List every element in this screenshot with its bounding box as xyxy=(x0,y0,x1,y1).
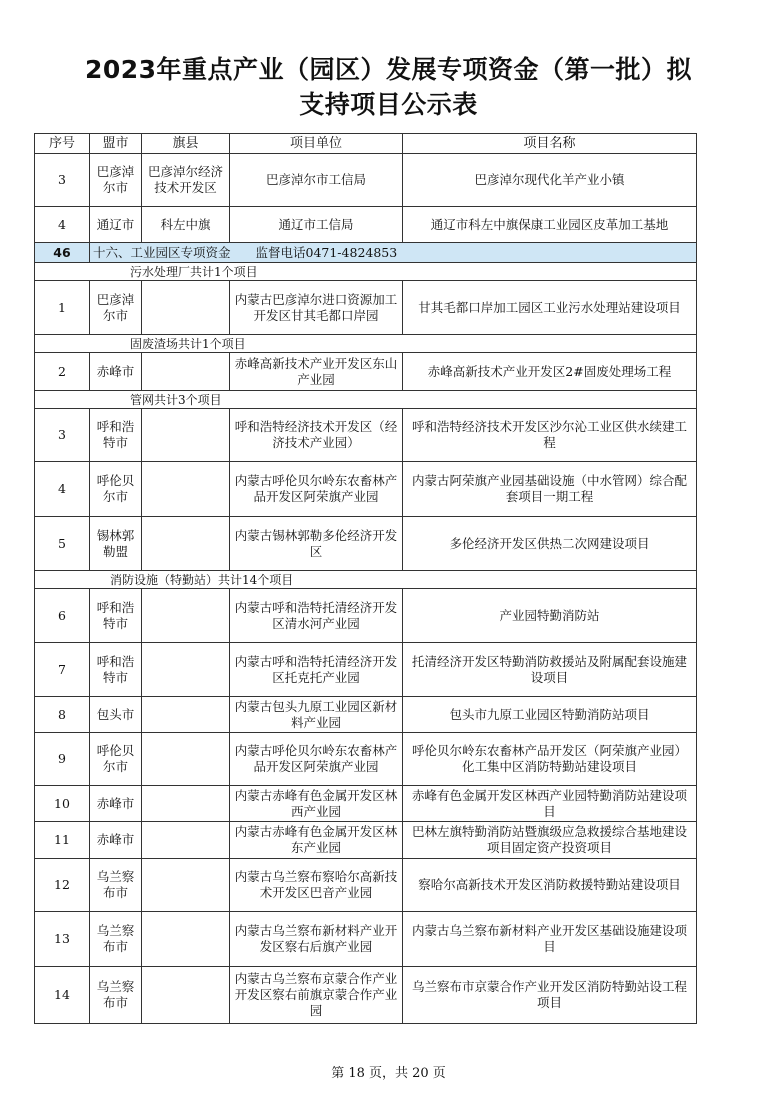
cell-city: 赤峰市 xyxy=(90,822,142,859)
cell-no: 3 xyxy=(35,409,90,462)
cell-project: 呼和浩特经济技术开发区沙尔沁工业区供水续建工程 xyxy=(403,409,697,462)
cell-county xyxy=(142,589,230,643)
cell-unit: 内蒙古呼伦贝尔岭东农畜林产品开发区阿荣旗产业园 xyxy=(230,733,403,786)
cell-project: 内蒙古阿荣旗产业园基础设施（中水管网）综合配套项目一期工程 xyxy=(403,462,697,517)
cell-unit: 内蒙古赤峰有色金属开发区林东产业园 xyxy=(230,822,403,859)
cell-no: 1 xyxy=(35,281,90,335)
cell-no: 5 xyxy=(35,517,90,571)
group-label: 管网共计3个项目 xyxy=(35,391,697,409)
cell-project: 察哈尔高新技术开发区消防救援特勤站建设项目 xyxy=(403,859,697,912)
cell-county xyxy=(142,353,230,391)
cell-unit: 内蒙古呼和浩特托清经济开发区托克托产业园 xyxy=(230,643,403,697)
table-row xyxy=(35,207,697,243)
table-row xyxy=(35,281,697,335)
header-city: 盟市 xyxy=(90,134,142,154)
cell-no: 14 xyxy=(35,967,90,1024)
cell-city: 呼伦贝尔市 xyxy=(90,733,142,786)
table-row xyxy=(35,154,697,207)
cell-project: 托清经济开发区特勤消防救援站及附属配套设施建设项目 xyxy=(403,643,697,697)
cell-city: 巴彦淖尔市 xyxy=(90,154,142,207)
table-row xyxy=(35,409,697,462)
cell-unit: 赤峰高新技术产业开发区东山产业园 xyxy=(230,353,403,391)
cell-city: 呼和浩特市 xyxy=(90,409,142,462)
cell-project: 巴彦淖尔现代化羊产业小镇 xyxy=(403,154,697,207)
cell-city: 巴彦淖尔市 xyxy=(90,281,142,335)
cell-no: 10 xyxy=(35,786,90,822)
cell-unit: 内蒙古赤峰有色金属开发区林西产业园 xyxy=(230,786,403,822)
cell-county: 科左中旗 xyxy=(142,207,230,243)
cell-no: 12 xyxy=(35,859,90,912)
cell-unit: 内蒙古呼伦贝尔岭东农畜林产品开发区阿荣旗产业园 xyxy=(230,462,403,517)
cell-county xyxy=(142,859,230,912)
cell-county xyxy=(142,733,230,786)
cell-unit: 内蒙古锡林郭勒多伦经济开发区 xyxy=(230,517,403,571)
cell-project: 乌兰察布市京蒙合作产业开发区消防特勤站设工程项目 xyxy=(403,967,697,1024)
cell-county xyxy=(142,517,230,571)
table-row xyxy=(35,733,697,786)
section-number: 46 xyxy=(35,243,90,263)
table-row xyxy=(35,589,697,643)
cell-project: 包头市九原工业园区特勤消防站项目 xyxy=(403,697,697,733)
table-row xyxy=(35,786,697,822)
header-unit: 项目单位 xyxy=(230,134,403,154)
cell-city: 锡林郭勒盟 xyxy=(90,517,142,571)
cell-unit: 内蒙古呼和浩特托清经济开发区清水河产业园 xyxy=(230,589,403,643)
cell-no: 4 xyxy=(35,462,90,517)
group-label: 消防设施（特勤站）共计14个项目 xyxy=(35,571,697,589)
cell-no: 6 xyxy=(35,589,90,643)
table-row xyxy=(35,462,697,517)
header-project: 项目名称 xyxy=(403,134,697,154)
cell-no: 13 xyxy=(35,912,90,967)
cell-unit: 内蒙古乌兰察布新材料产业开发区察右后旗产业园 xyxy=(230,912,403,967)
group-label: 固废渣场共计1个项目 xyxy=(35,335,697,353)
cell-no: 4 xyxy=(35,207,90,243)
cell-project: 多伦经济开发区供热二次网建设项目 xyxy=(403,517,697,571)
cell-county xyxy=(142,912,230,967)
cell-unit: 内蒙古包头九原工业园区新材料产业园 xyxy=(230,697,403,733)
table-row xyxy=(35,643,697,697)
section-row xyxy=(35,243,697,263)
cell-county xyxy=(142,643,230,697)
cell-no: 7 xyxy=(35,643,90,697)
cell-project: 产业园特勤消防站 xyxy=(403,589,697,643)
cell-unit: 内蒙古乌兰察布察哈尔高新技术开发区巴音产业园 xyxy=(230,859,403,912)
cell-unit: 通辽市工信局 xyxy=(230,207,403,243)
cell-county xyxy=(142,409,230,462)
cell-project: 通辽市科左中旗保康工业园区皮革加工基地 xyxy=(403,207,697,243)
cell-no: 8 xyxy=(35,697,90,733)
group-row xyxy=(35,263,697,281)
cell-unit: 巴彦淖尔市工信局 xyxy=(230,154,403,207)
cell-county xyxy=(142,967,230,1024)
header-county: 旗县 xyxy=(142,134,230,154)
cell-county xyxy=(142,697,230,733)
header-no: 序号 xyxy=(35,134,90,154)
group-row xyxy=(35,391,697,409)
table-row xyxy=(35,967,697,1024)
table-row xyxy=(35,517,697,571)
cell-city: 通辽市 xyxy=(90,207,142,243)
cell-project: 内蒙古乌兰察布新材料产业开发区基础设施建设项目 xyxy=(403,912,697,967)
cell-unit: 呼和浩特经济技术开发区（经济技术产业园） xyxy=(230,409,403,462)
cell-county xyxy=(142,786,230,822)
cell-no: 3 xyxy=(35,154,90,207)
group-row xyxy=(35,335,697,353)
cell-city: 乌兰察布市 xyxy=(90,859,142,912)
table-row xyxy=(35,822,697,859)
cell-project: 巴林左旗特勤消防站暨旗级应急救援综合基地建设项目固定资产投资项目 xyxy=(403,822,697,859)
cell-city: 赤峰市 xyxy=(90,786,142,822)
table-row xyxy=(35,859,697,912)
table-row xyxy=(35,697,697,733)
cell-no: 9 xyxy=(35,733,90,786)
cell-city: 包头市 xyxy=(90,697,142,733)
cell-city: 呼伦贝尔市 xyxy=(90,462,142,517)
cell-city: 呼和浩特市 xyxy=(90,643,142,697)
section-title: 十六、工业园区专项资金 监督电话0471-4824853 xyxy=(90,243,697,263)
table-row xyxy=(35,353,697,391)
title-line-1: 2023年重点产业（园区）发展专项资金（第一批）拟 xyxy=(84,55,693,84)
cell-no: 2 xyxy=(35,353,90,391)
cell-city: 呼和浩特市 xyxy=(90,589,142,643)
cell-unit: 内蒙古乌兰察布京蒙合作产业开发区察右前旗京蒙合作产业园 xyxy=(230,967,403,1024)
cell-project: 赤峰高新技术产业开发区2#固废处理场工程 xyxy=(403,353,697,391)
group-row xyxy=(35,571,697,589)
cell-county xyxy=(142,281,230,335)
cell-city: 乌兰察布市 xyxy=(90,967,142,1024)
table-header-row xyxy=(35,134,697,154)
cell-no: 11 xyxy=(35,822,90,859)
page-title xyxy=(0,52,777,122)
cell-county xyxy=(142,822,230,859)
cell-county xyxy=(142,462,230,517)
page-number-footer: 第 18 页，共 20 页 xyxy=(331,1066,446,1081)
cell-city: 赤峰市 xyxy=(90,353,142,391)
group-label: 污水处理厂共计1个项目 xyxy=(35,263,697,281)
cell-unit: 内蒙古巴彦淖尔进口资源加工开发区甘其毛都口岸园 xyxy=(230,281,403,335)
cell-city: 乌兰察布市 xyxy=(90,912,142,967)
cell-project: 呼伦贝尔岭东农畜林产品开发区（阿荣旗产业园）化工集中区消防特勤站建设项目 xyxy=(403,733,697,786)
table-row xyxy=(35,912,697,967)
cell-project: 赤峰有色金属开发区林西产业园特勤消防站建设项目 xyxy=(403,786,697,822)
projects-table xyxy=(34,133,697,1024)
title-line-2: 支持项目公示表 xyxy=(299,90,478,119)
cell-county: 巴彦淖尔经济技术开发区 xyxy=(142,154,230,207)
cell-project: 甘其毛都口岸加工园区工业污水处理站建设项目 xyxy=(403,281,697,335)
